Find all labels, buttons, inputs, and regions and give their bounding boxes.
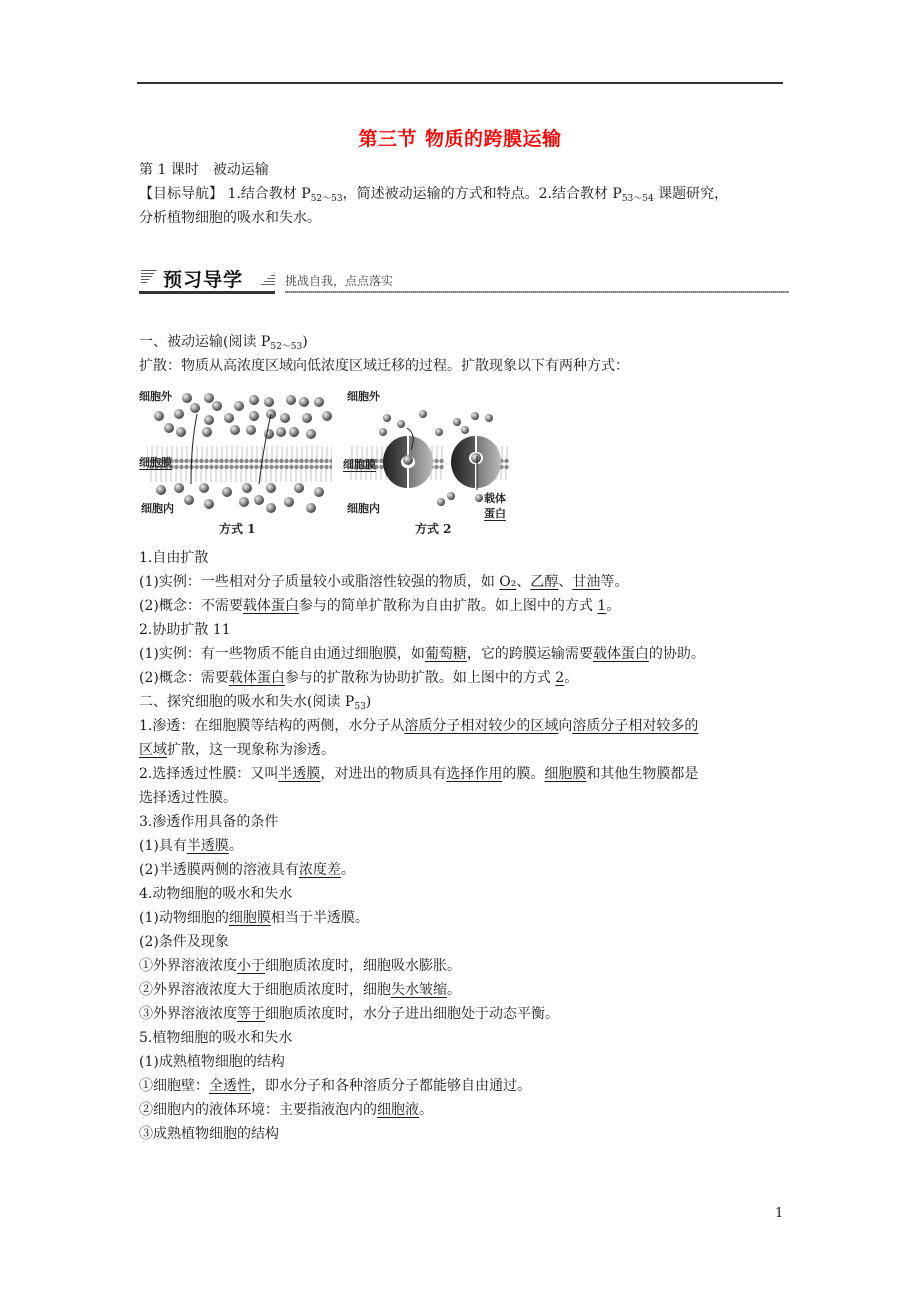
label-outside-cell-2: 细胞外 (347, 390, 380, 403)
title-topic: 物质的跨膜运输 (425, 128, 562, 150)
free-diffusion-concept (139, 594, 620, 618)
answer-blank: 半透膜 (278, 766, 321, 782)
answer-blank: 等于 (237, 1006, 265, 1022)
text-span: ②外界溶液浓度大于细胞质浓度时，细胞 (139, 982, 391, 998)
text-span: 1.结合教材 P (223, 186, 311, 202)
label-inside-cell-2: 细胞内 (347, 502, 380, 515)
section-rule (285, 291, 789, 293)
text-span: ，简述被动运输的方式和特点。2.结合教材 P (342, 186, 622, 202)
text-span: 细胞质浓度时，水分子进出细胞处于动态平衡。 (265, 1006, 559, 1022)
condition-case-1 (139, 954, 461, 978)
text-span: ③外界溶液浓度 (139, 1006, 237, 1022)
answer-blank: 溶质分子相对较多的 (572, 718, 699, 734)
triangle-decoration-icon (259, 272, 275, 286)
page-number: 1 (775, 1206, 784, 1221)
answer-blank: 选择作用 (446, 766, 503, 782)
section-subtitle: 挑战自我，点点落实 (285, 274, 394, 288)
answer-blank: 1 (597, 598, 607, 614)
answer-blank: 浓度差 (298, 862, 341, 878)
text-span: ①外界溶液浓度 (139, 958, 237, 974)
text-span: 向 (558, 718, 573, 734)
animal-cell-2: (2)条件及现象 (139, 934, 229, 950)
answer-blank: 小于 (237, 958, 265, 974)
page-title (0, 124, 920, 151)
text-span: 等。 (600, 574, 629, 590)
text-span: 课题研究， (653, 186, 729, 202)
free-diffusion-example (139, 570, 628, 594)
answer-blank: 区域 (139, 742, 167, 758)
plant-structure-1 (139, 1074, 531, 1098)
osmosis-conditions-heading: 3.渗透作用具备的条件 (139, 814, 279, 830)
plant-structure-2 (139, 1098, 433, 1122)
answer-blank: 载体蛋白 (242, 598, 299, 614)
text-span: 。 (340, 862, 355, 878)
answer-blank: 细胞膜 (228, 910, 271, 926)
answer-blank: 2 (555, 670, 565, 686)
text-span: 。 (447, 982, 461, 998)
label-membrane-2: 细胞膜 (343, 458, 376, 471)
text-span: ，它的跨膜运输需要 (466, 646, 593, 662)
text-span: 和其他生物膜都是 (586, 766, 699, 782)
header-rule (137, 82, 783, 84)
page-subscript: 53 (354, 702, 366, 712)
page-subscript: 52～53 (270, 342, 303, 352)
text-span: 参与的简单扩散称为自由扩散。如上图中的方式 (298, 598, 598, 614)
objectives-line2: 分析植物细胞的吸水和失水。 (139, 210, 321, 226)
osmosis-line2 (139, 738, 335, 762)
title-section-number: 第三节 (358, 128, 417, 150)
page-subscript: 52～53 (310, 194, 343, 204)
diffusion-definition: 扩散：物质从高浓度区域向低浓度区域迁移的过程。扩散现象以下有两种方式： (139, 358, 629, 374)
caption-method-2: 方式 2 (415, 522, 452, 536)
condition-case-2 (139, 978, 461, 1002)
answer-blank: 乙醇 (530, 574, 559, 590)
answer-blank: 全透性 (209, 1078, 251, 1094)
text-span: 参与的扩散称为协助扩散。如上图中的方式 (284, 670, 556, 686)
section-title: 预习导学 (163, 269, 244, 291)
text-span: (1)实例：有一些物质不能自由通过细胞膜，如 (139, 646, 425, 662)
animal-cell-1 (139, 906, 369, 930)
free-diffusion-heading: 1.自由扩散 (139, 550, 209, 566)
text-span: 细胞质浓度时，细胞吸水膨胀。 (265, 958, 461, 974)
membrane-diagram (139, 384, 519, 534)
stripes-decoration-icon (141, 270, 157, 284)
answer-blank: O₂ (499, 574, 517, 590)
answer-blank: 载体蛋白 (228, 670, 285, 686)
text-span: 1.渗透：在细胞膜等结构的两侧，水分子从 (139, 718, 405, 734)
text-span: (1)实例：一些相对分子质量较小或脂溶性较强的物质，如 (139, 574, 500, 590)
text-span: 。 (419, 1102, 433, 1118)
page-subscript: 53～54 (621, 194, 654, 204)
facilitated-diffusion-heading: 2.协助扩散 11 (139, 622, 231, 638)
answer-blank: 载体蛋白 (592, 646, 649, 662)
text-span: 。 (228, 838, 243, 854)
selective-membrane-line2: 选择透过性膜。 (139, 790, 237, 806)
plant-structure-3: ③成熟植物细胞的结构 (139, 1126, 279, 1142)
facilitated-diffusion-concept (139, 666, 578, 690)
text-span: 相当于半透膜。 (270, 910, 369, 926)
label-carrier-1: 载体 (484, 492, 506, 505)
text-span: 。 (564, 670, 579, 686)
text-span: (2)概念：需要 (139, 670, 229, 686)
plant-cell-1: (1)成熟植物细胞的结构 (139, 1054, 285, 1070)
label-inside-cell: 细胞内 (141, 502, 174, 515)
facilitated-diffusion-example (139, 642, 705, 666)
label-membrane: 细胞膜 (139, 456, 172, 469)
answer-blank: 甘油 (572, 574, 601, 590)
text-span: 的协助。 (648, 646, 705, 662)
text-span: (2)概念：不需要 (139, 598, 243, 614)
animal-cell-heading: 4.动物细胞的吸水和失水 (139, 886, 293, 902)
plant-cell-heading: 5.植物细胞的吸水和失水 (139, 1030, 293, 1046)
text-span: ②细胞内的液体环境：主要指液泡内的 (139, 1102, 377, 1118)
answer-blank: 失水皱缩 (391, 982, 447, 998)
caption-method-1: 方式 1 (219, 522, 256, 536)
condition-2 (139, 858, 355, 882)
text-span: (1)动物细胞的 (139, 910, 229, 926)
condition-case-3 (139, 1002, 559, 1026)
text-span: 二、探究细胞的吸水和失水(阅读 P (139, 694, 355, 710)
answer-blank: 细胞液 (377, 1102, 419, 1118)
text-span: ) (302, 334, 308, 350)
text-span: 、 (516, 574, 531, 590)
condition-1 (139, 834, 243, 858)
answer-blank: 半透膜 (186, 838, 229, 854)
text-span: 、 (558, 574, 573, 590)
text-span: 。 (606, 598, 621, 614)
text-span: 2.选择透过性膜：又叫 (139, 766, 279, 782)
answer-blank: 溶质分子相对较少的区域 (404, 718, 559, 734)
selective-membrane-line1 (139, 762, 698, 786)
objectives-label: 【目标导航】 (139, 186, 223, 202)
section-header (139, 264, 789, 294)
text-span: 一、被动运输(阅读 P (139, 334, 271, 350)
text-span: ，对进出的物质具有 (320, 766, 447, 782)
lesson-label: 第 1 课时 被动运输 (139, 162, 269, 178)
answer-blank: 细胞膜 (544, 766, 587, 782)
text-span: (1)具有 (139, 838, 187, 854)
answer-blank: 葡萄糖 (424, 646, 467, 662)
text-span: ) (365, 694, 372, 710)
text-span: 的膜。 (502, 766, 545, 782)
text-span: (2)半透膜两侧的溶液具有 (139, 862, 299, 878)
text-span: 扩散，这一现象称为渗透。 (167, 742, 335, 758)
osmosis-line1 (139, 714, 698, 738)
text-span: ①细胞壁： (139, 1078, 209, 1094)
diffusion-figure (139, 384, 519, 534)
label-carrier-2: 蛋白 (484, 507, 506, 520)
text-span: ，即水分子和各种溶质分子都能够自由通过。 (251, 1078, 531, 1094)
label-outside-cell: 细胞外 (139, 390, 172, 403)
section-underline (139, 291, 275, 294)
